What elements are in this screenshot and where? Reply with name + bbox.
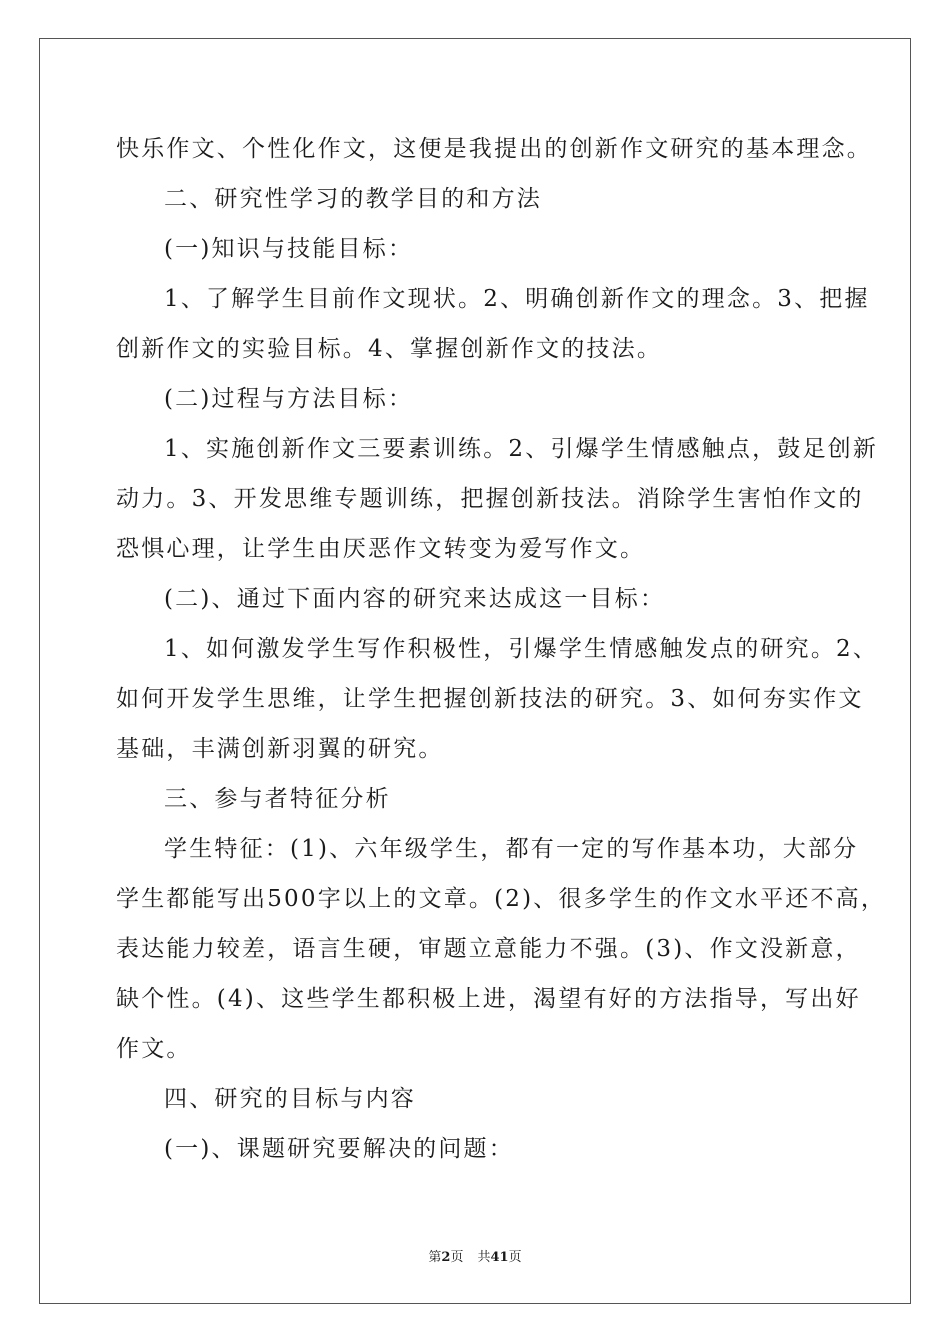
paragraph-line: 快乐作文、个性化作文，这便是我提出的创新作文研究的基本理念。: [116, 136, 872, 162]
subsection-heading: (二)过程与方法目标：: [164, 386, 414, 412]
page-footer: [0, 1246, 950, 1265]
paragraph-line: 1、如何激发学生写作积极性，引爆学生情感触发点的研究。2、: [164, 636, 879, 662]
paragraph-line: 基础，丰满创新羽翼的研究。: [116, 736, 444, 762]
paragraph-line: 缺个性。(4)、这些学生都积极上进，渴望有好的方法指导，写出好: [116, 986, 861, 1012]
paragraph-line: 学生特征：(1)、六年级学生，都有一定的写作基本功，大部分: [164, 836, 859, 862]
subsection-heading: (一)、课题研究要解决的问题：: [164, 1136, 514, 1162]
section-heading: 四、研究的目标与内容: [164, 1086, 416, 1112]
paragraph-line: 1、实施创新作文三要素训练。2、引爆学生情感触点，鼓足创新: [164, 436, 879, 462]
paragraph-line: 动力。3、开发思维专题训练，把握创新技法。消除学生害怕作文的: [116, 486, 864, 512]
section-heading: 三、参与者特征分析: [164, 786, 391, 812]
paragraph-line: 创新作文的实验目标。4、掌握创新作文的技法。: [116, 336, 663, 362]
paragraph-line: 作文。: [116, 1036, 192, 1062]
paragraph-line: 表达能力较差，语言生硬，审题立意能力不强。(3)、作文没新意，: [116, 936, 861, 962]
paragraph-line: 学生都能写出500字以上的文章。(2)、很多学生的作文水平还不高，: [116, 886, 887, 912]
total-pages: 41: [490, 1250, 509, 1265]
page-number: 2: [441, 1250, 451, 1265]
total-prefix: 共: [477, 1250, 491, 1265]
subsection-heading: (一)知识与技能目标：: [164, 236, 414, 262]
paragraph-line: 如何开发学生思维，让学生把握创新技法的研究。3、如何夯实作文: [116, 686, 864, 712]
subsection-heading: (二)、通过下面内容的研究来达成这一目标：: [164, 586, 666, 612]
page-prefix: 第: [428, 1250, 442, 1265]
page-suffix: 页: [450, 1250, 464, 1265]
total-suffix: 页: [508, 1250, 522, 1265]
section-heading: 二、研究性学习的教学目的和方法: [164, 186, 542, 212]
paragraph-line: 恐惧心理，让学生由厌恶作文转变为爱写作文。: [116, 536, 646, 562]
paragraph-line: 1、了解学生目前作文现状。2、明确创新作文的理念。3、把握: [164, 286, 870, 312]
